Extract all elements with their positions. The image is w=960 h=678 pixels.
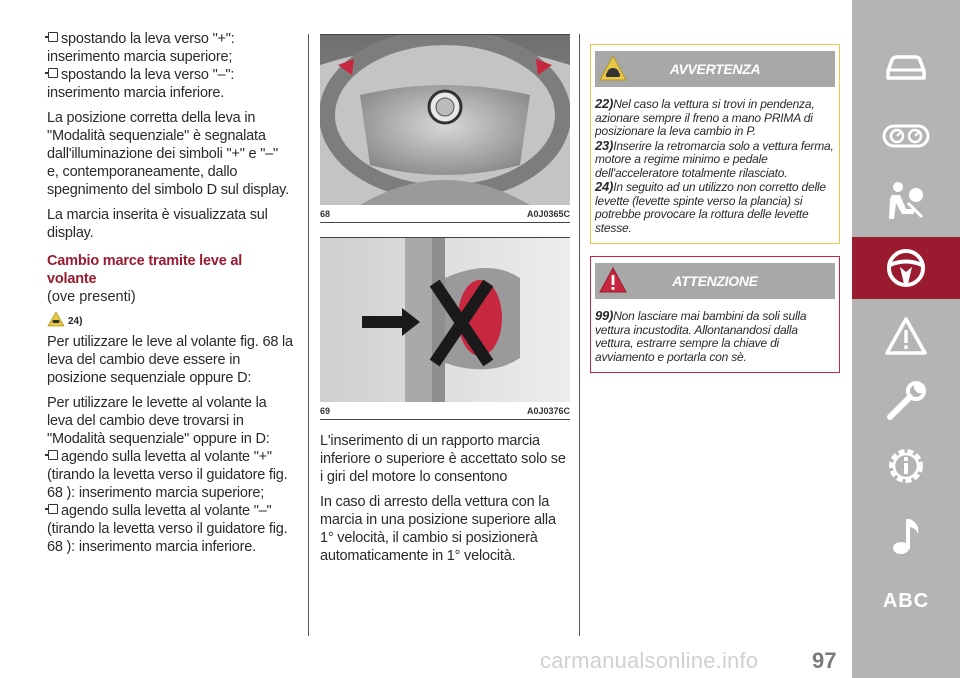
list-item-continuation: inserimento marcia inferiore. bbox=[47, 85, 225, 101]
section-subheading: (ove presenti) bbox=[47, 289, 136, 305]
warning-box bbox=[590, 44, 840, 244]
warning-reference bbox=[47, 310, 293, 327]
column-2 bbox=[320, 34, 570, 572]
list-item: agendo sulla levetta al volante "–" bbox=[47, 502, 293, 520]
paragraph: L'inserimento di un rapporto marcia inferiore o superiore è accettato solo se i giri del motore lo consentono bbox=[320, 433, 566, 485]
attention-header bbox=[595, 263, 835, 299]
figure-number: 68 bbox=[320, 209, 331, 219]
attention-title: ATTENZIONE bbox=[672, 273, 758, 289]
music-note-icon bbox=[888, 514, 924, 558]
list-item: spostando la leva verso "+": bbox=[47, 30, 293, 48]
warning-note-22: 22)Nel caso la vettura si trovi in pendenza, azionare sempre il freno a mano PRIMA di posizionare la leva cambio in P. bbox=[595, 96, 815, 138]
paragraph: Per utilizzare le levette al volante la leva del cambio deve trovarsi in "Modalità sequenziale" oppure in D: bbox=[47, 395, 270, 447]
sidebar-item-safety[interactable] bbox=[852, 170, 960, 232]
warning-triangle-icon bbox=[884, 316, 928, 356]
checkbox-bullet-icon bbox=[48, 504, 58, 514]
paragraph: La marcia inserita è visualizzata sul display. bbox=[47, 207, 268, 241]
checkbox-bullet-icon bbox=[48, 450, 58, 460]
attention-box bbox=[590, 256, 840, 373]
sidebar-item-index[interactable] bbox=[852, 570, 960, 632]
paddle-shifter-photo bbox=[320, 238, 570, 402]
sidebar-item-car[interactable] bbox=[852, 36, 960, 98]
sidebar-item-warning[interactable] bbox=[852, 305, 960, 367]
list-item-continuation: inserimento marcia superiore; bbox=[47, 49, 233, 65]
figure-caption bbox=[320, 205, 570, 222]
car-icon bbox=[884, 51, 928, 83]
column-divider-2 bbox=[579, 34, 580, 636]
warning-title: AVVERTENZA bbox=[669, 61, 761, 77]
sidebar-item-dashboard[interactable] bbox=[852, 105, 960, 167]
checkbox-bullet-icon bbox=[48, 32, 58, 42]
chapter-sidebar bbox=[852, 0, 960, 678]
warning-note-24: 24)In seguito ad un utilizzo non corretto delle levette (levette spinte verso la plancia) si potrebbe provocare la rottura delle levette stesse. bbox=[595, 179, 826, 235]
figure-68 bbox=[320, 34, 570, 223]
sidebar-item-technical-data[interactable] bbox=[852, 435, 960, 497]
dashboard-gauges-icon bbox=[882, 122, 930, 150]
list-item: agendo sulla levetta al volante "+" bbox=[47, 448, 293, 466]
sidebar-item-maintenance[interactable] bbox=[852, 370, 960, 432]
figure-code: A0J0376C bbox=[526, 406, 570, 416]
column-divider-1 bbox=[308, 34, 309, 636]
abc-index-label: ABC bbox=[882, 589, 930, 612]
figure-number: 69 bbox=[320, 406, 331, 416]
sidebar-item-steering-wheel[interactable] bbox=[852, 237, 960, 299]
list-item-continuation: (tirando la levetta verso il guidatore fig. 68 ): inserimento marcia superiore; bbox=[47, 467, 288, 501]
warning-header bbox=[595, 51, 835, 87]
airbag-person-icon bbox=[884, 179, 928, 223]
sidebar-item-multimedia[interactable] bbox=[852, 505, 960, 567]
steering-wheel-icon bbox=[886, 248, 926, 288]
paragraph: Per utilizzare le leve al volante fig. 68 la leva del cambio deve essere in posizione sequenziale oppure D: bbox=[47, 334, 293, 386]
info-gear-icon bbox=[884, 444, 928, 488]
section-heading: Cambio marce tramite leve al volante bbox=[47, 253, 243, 287]
watermark: carmanualsonline.info bbox=[540, 648, 759, 673]
checkbox-bullet-icon bbox=[48, 68, 58, 78]
wrench-icon bbox=[884, 379, 928, 423]
warning-note-23: 23)Inserire la retromarcia solo a vettura ferma, motore a regime minimo e pedale dell'acceleratore totalmente rilasciato. bbox=[595, 137, 834, 180]
figure-caption bbox=[320, 402, 570, 419]
steering-wheel-photo bbox=[320, 35, 570, 205]
warning-car-icon bbox=[47, 311, 65, 327]
attention-note-99: 99)Non lasciare mai bambini da soli sulla vettura incustodita. Allontanandosi dalla vettura, estrarre sempre la chiave di avviamento e portarla con sè. bbox=[595, 308, 807, 364]
reference-link-24[interactable]: 24) bbox=[68, 316, 83, 327]
paragraph: In caso di arresto della vettura con la marcia in una posizione superiore alla 1° velocità, il cambio si posizionerà automaticamente in 1° velocità. bbox=[320, 494, 556, 564]
column-1 bbox=[47, 30, 293, 556]
list-item-continuation: (tirando la levetta verso il guidatore fig. 68 ): inserimento marcia inferiore. bbox=[47, 521, 288, 555]
page-number: 97 bbox=[812, 648, 837, 673]
paragraph: La posizione corretta della leva in "Modalità sequenziale" è segnalata dall'illuminazione dei simboli "+" e "–" e, contemporaneamente, dallo spegnimento del simbolo D sul display. bbox=[47, 110, 289, 198]
column-3 bbox=[590, 24, 840, 373]
attention-triangle-icon bbox=[599, 267, 627, 293]
figure-69 bbox=[320, 237, 570, 420]
warning-car-icon bbox=[599, 55, 627, 81]
list-item: spostando la leva verso "–": bbox=[47, 66, 293, 84]
figure-code: A0J0365C bbox=[526, 209, 570, 219]
